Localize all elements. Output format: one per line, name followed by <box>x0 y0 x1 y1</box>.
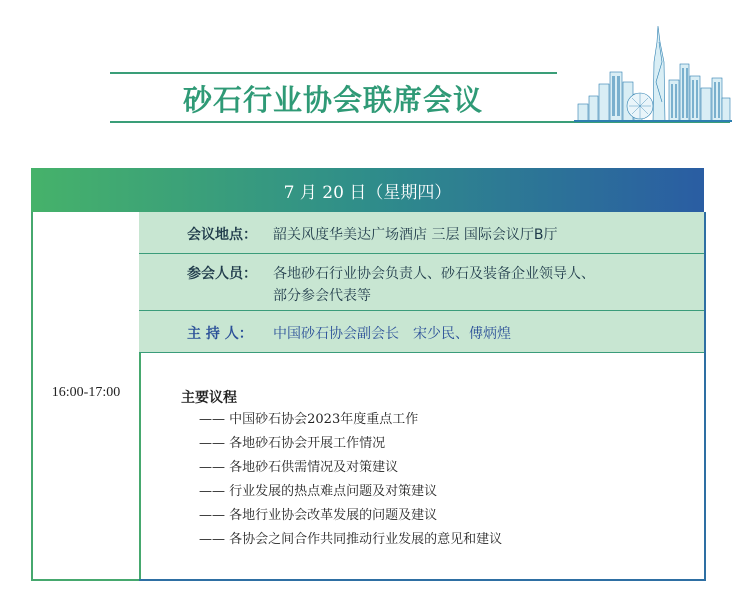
agenda-item: —— 各地砂石协会开展工作情况 <box>199 436 386 451</box>
agenda-title: 主要议程 <box>181 390 237 406</box>
host-row <box>139 311 704 353</box>
venue-value: 韶关风度华美达广场酒店 三层 国际会议厅B厅 <box>273 227 558 243</box>
schedule-table <box>31 168 704 581</box>
city-skyline-illustration <box>574 22 732 122</box>
attendees-row <box>139 254 704 311</box>
time-column <box>31 212 141 581</box>
agenda-item: —— 各地砂石供需情况及对策建议 <box>199 460 399 475</box>
agenda-item: —— 各地行业协会改革发展的问题及建议 <box>199 508 438 523</box>
venue-label: 会议地点： <box>187 227 257 243</box>
agenda-item: —— 各协会之间合作共同推动行业发展的意见和建议 <box>199 532 503 547</box>
venue-row <box>139 212 704 254</box>
header-rule-top <box>110 72 557 74</box>
agenda-list <box>199 411 502 555</box>
page-title: 砂石行业协会联席会议 <box>183 83 484 117</box>
agenda-item: —— 行业发展的热点难点问题及对策建议 <box>199 484 438 499</box>
session-details <box>139 212 706 581</box>
host-value: 中国砂石协会副会长 宋少民、傅炳煌 <box>273 326 511 342</box>
attendees-value-line1: 各地砂石行业协会负责人、砂石及装备企业领导人、 <box>273 266 595 282</box>
attendees-label: 参会人员： <box>187 266 257 282</box>
agenda-item: —— 中国砂石协会2023年度重点工作 <box>199 412 419 427</box>
schedule-date-header: 7 月 20 日（星期四） <box>31 168 704 212</box>
attendees-value-line2: 部分参会代表等 <box>273 288 371 304</box>
host-label: 主 持 人： <box>187 326 253 342</box>
session-time: 16:00-17:00 <box>51 385 121 400</box>
